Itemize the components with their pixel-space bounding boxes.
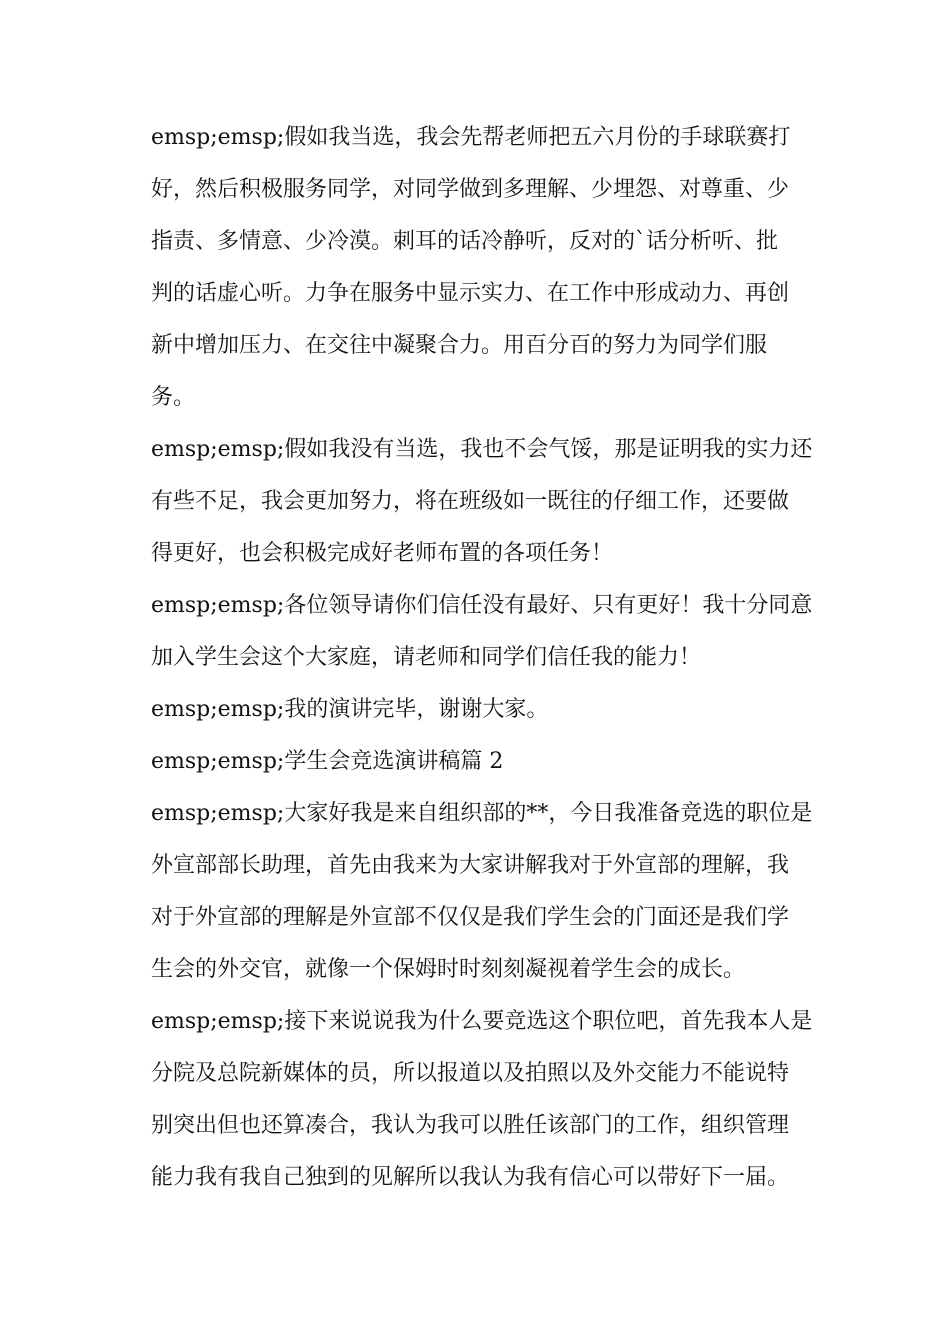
text-line: emsp;emsp;假如我当选，我会先帮老师把五六月份的手球联赛打 [151,125,791,150]
text-line: 加入学生会这个大家庭，请老师和同学们信任我的能力！ [151,645,702,670]
paragraph-1 [151,118,806,430]
paragraph-4 [151,690,806,742]
paragraph-3 [151,586,813,690]
text-line: 得更好，也会积极完成好老师布置的各项任务！ [151,541,614,566]
paragraph-2 [151,430,813,586]
text-line: 外宣部部长助理，首先由我来为大家讲解我对于外宣部的理解，我 [151,853,790,878]
text-line: 好，然后积极服务同学，对同学做到多理解、少埋怨、对尊重、少 [151,177,790,202]
section-heading [151,742,806,794]
text-line: emsp;emsp;假如我没有当选，我也不会气馁，那是证明我的实力还 [151,437,813,462]
text-line: 分院及总院新媒体的员，所以报道以及拍照以及外交能力不能说特 [151,1061,790,1086]
text-line: 别突出但也还算凑合，我认为我可以胜任该部门的工作，组织管理 [151,1113,790,1138]
document-body [151,118,813,1210]
paragraph-5 [151,794,813,1002]
text-line: emsp;emsp;大家好我是来自组织部的**，今日我准备竞选的职位是 [151,801,813,826]
text-line: 生会的外交官，就像一个保姆时时刻刻凝视着学生会的成长。 [151,957,746,982]
text-line: 能力我有我自己独到的见解所以我认为我有信心可以带好下一届。 [151,1165,790,1190]
text-line: 务。 [151,385,196,410]
text-line: 指责、多情意、少冷漠。刺耳的话冷静听，反对的`话分析听、批 [151,229,779,254]
text-line: emsp;emsp;学生会竞选演讲稿篇 2 [151,749,504,774]
text-line: 判的话虚心听。力争在服务中显示实力、在工作中形成动力、再创 [151,281,790,306]
text-line: emsp;emsp;我的演讲完毕，谢谢大家。 [151,697,549,722]
text-line: 新中增加压力、在交往中凝聚合力。用百分百的努力为同学们服 [151,333,768,358]
paragraph-6 [151,1002,813,1210]
text-line: emsp;emsp;接下来说说我为什么要竞选这个职位吧，首先我本人是 [151,1009,813,1034]
text-line: 有些不足，我会更加努力，将在班级如一既往的仔细工作，还要做 [151,489,790,514]
text-line: 对于外宣部的理解是外宣部不仅仅是我们学生会的门面还是我们学 [151,905,790,930]
text-line: emsp;emsp;各位领导请你们信任没有最好、只有更好！我十分同意 [151,593,813,618]
